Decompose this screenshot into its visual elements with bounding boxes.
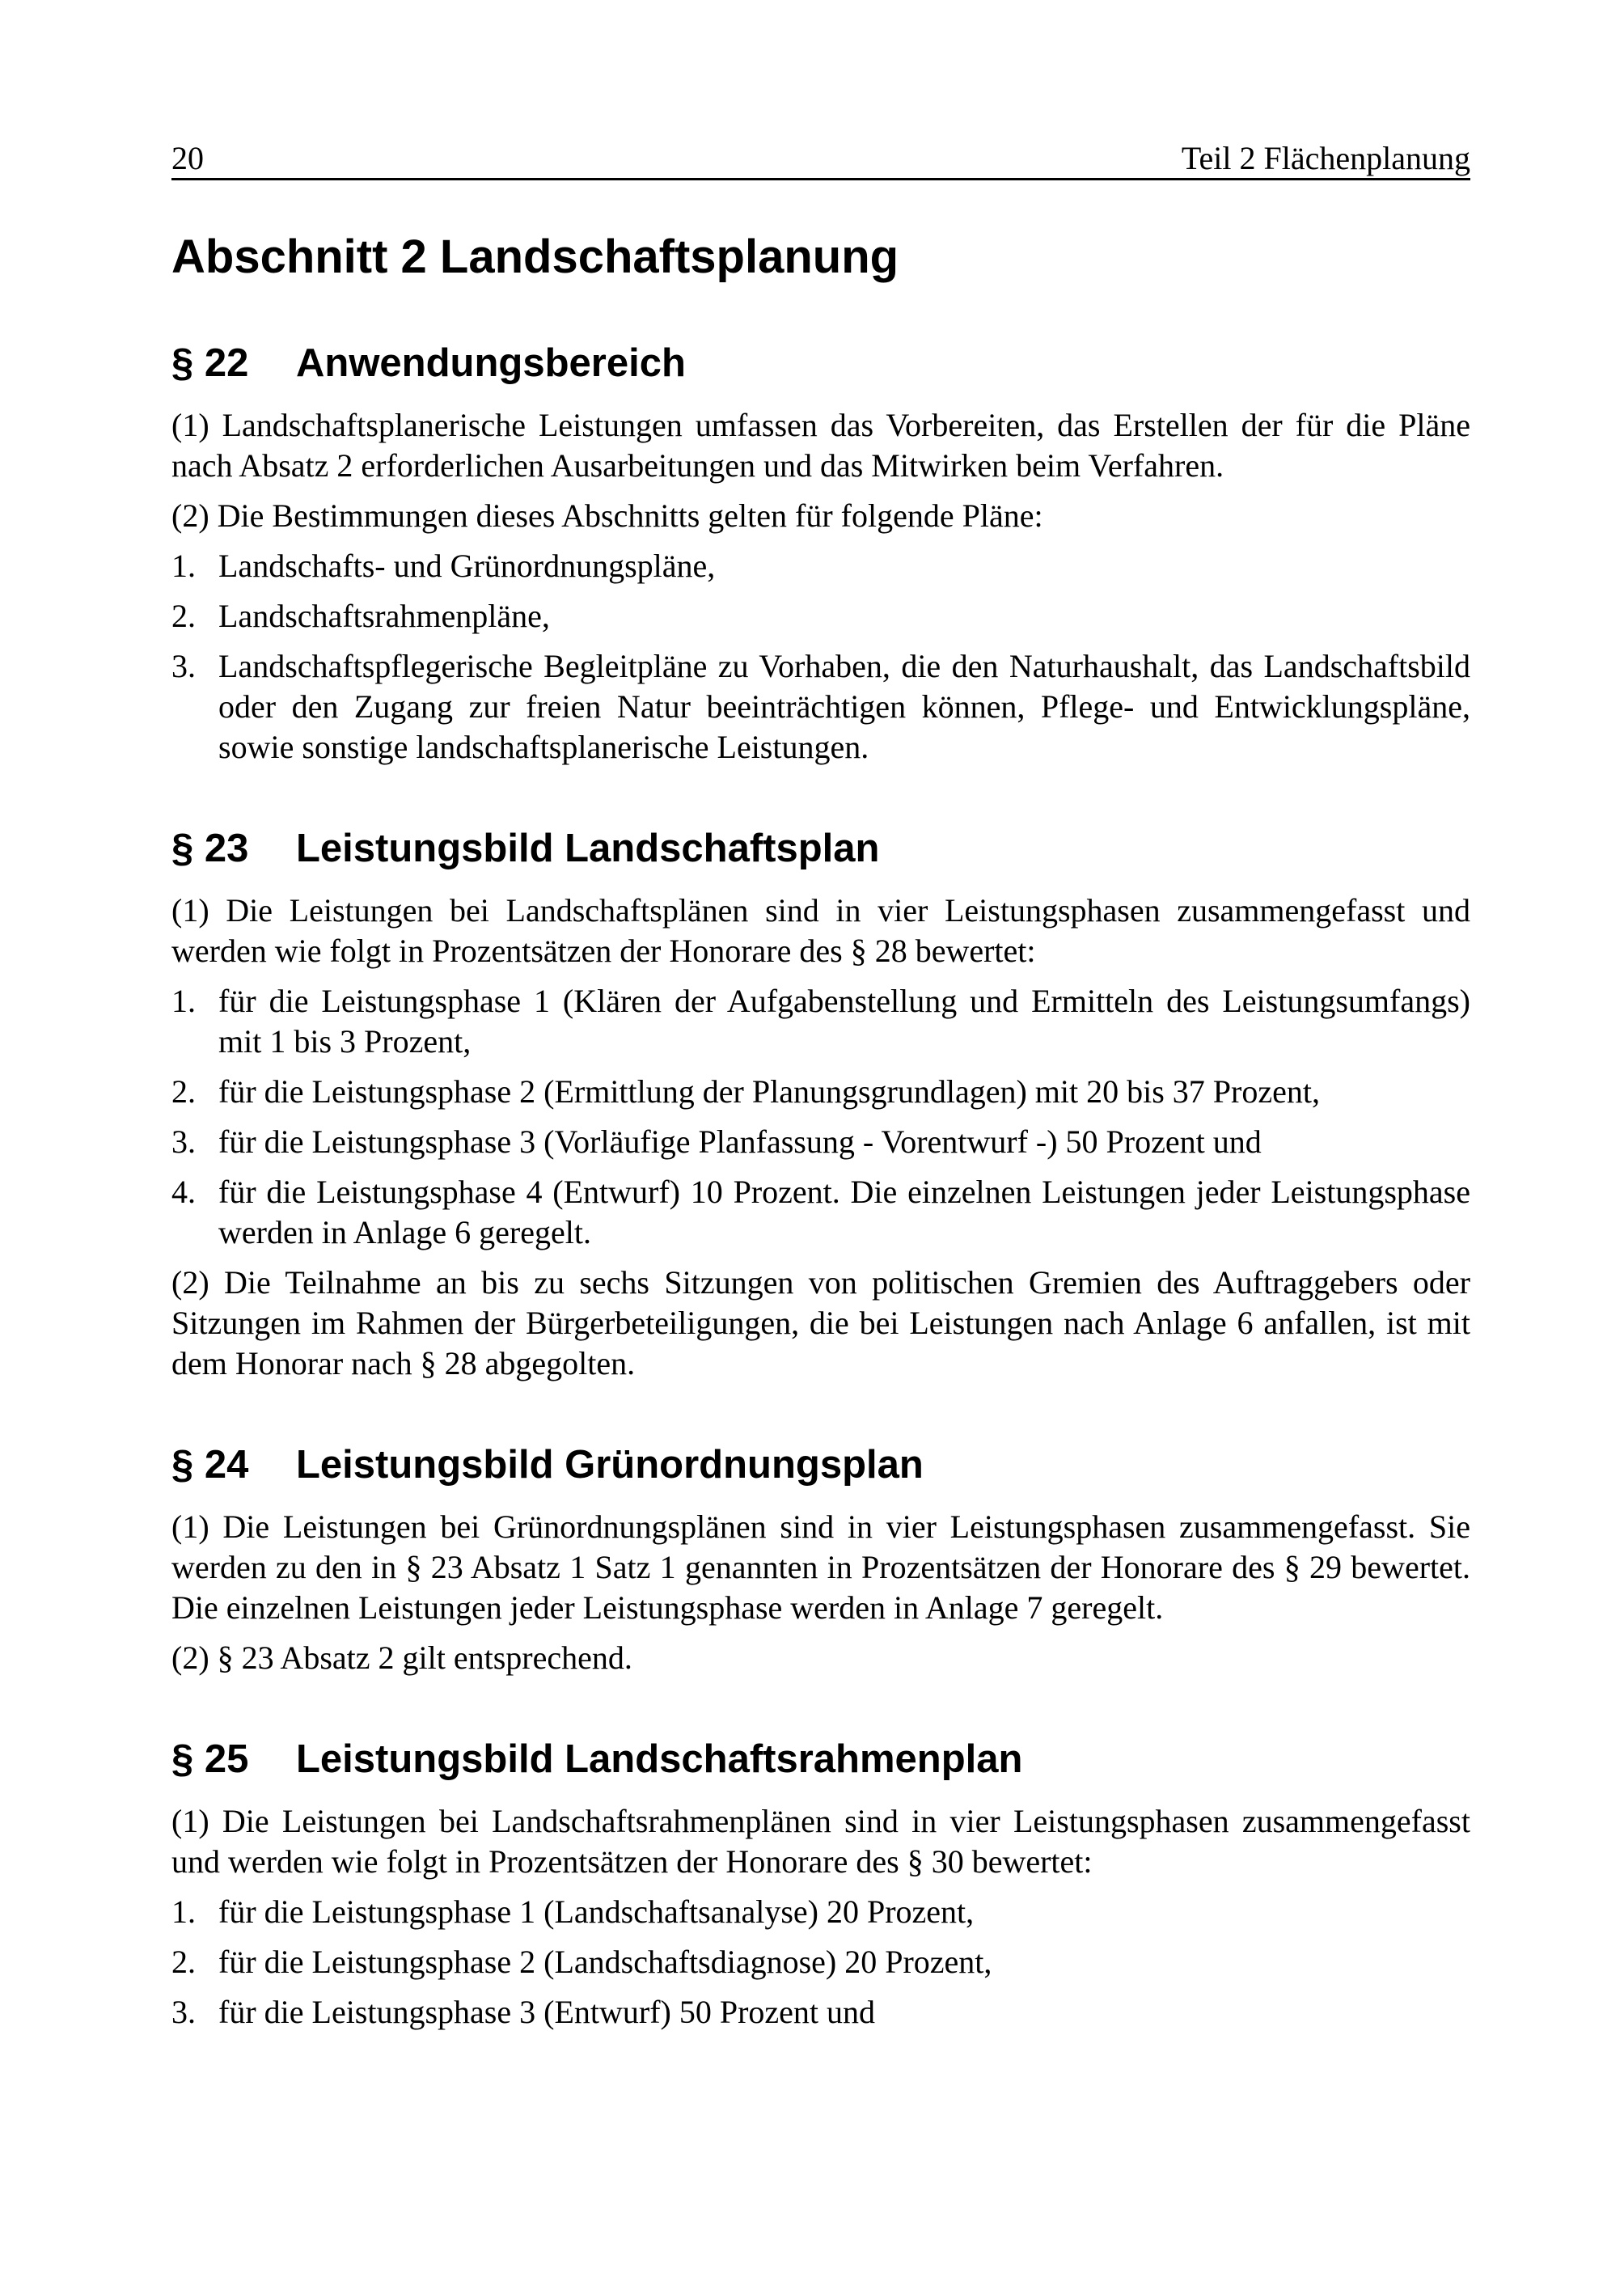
page-content bbox=[171, 136, 1470, 2042]
numbered-list bbox=[171, 546, 1470, 768]
paragraph-heading bbox=[171, 339, 1470, 387]
list-number: 1. bbox=[171, 983, 196, 1019]
body-text: (1) Die Leistungen bei Landschaftsplänen sind in vier Leistungsphasen zusammengefasst und werden wie folgt in Prozentsätzen der Honorare des § 28 bewertet: bbox=[171, 892, 1470, 969]
numbered-list bbox=[171, 981, 1470, 1253]
list-number: 1. bbox=[171, 548, 196, 584]
paragraph-23 bbox=[171, 824, 1470, 1384]
list-text: Landschaftsrahmenpläne, bbox=[218, 598, 550, 634]
list-text: für die Leistungsphase 1 (Landschaftsanalyse) 20 Prozent, bbox=[218, 1893, 975, 1930]
list-item bbox=[171, 1072, 1470, 1112]
body-text: (2) Die Bestimmungen dieses Abschnitts gelten für folgende Pläne: bbox=[171, 497, 1043, 534]
list-number: 2. bbox=[171, 1073, 196, 1110]
list-item bbox=[171, 596, 1470, 637]
paragraph-25 bbox=[171, 1735, 1470, 2033]
list-number: 2. bbox=[171, 598, 196, 634]
list-item bbox=[171, 546, 1470, 586]
paragraph-title: Leistungsbild Landschaftsplan bbox=[296, 827, 880, 870]
paragraph-heading bbox=[171, 1735, 1470, 1783]
paragraph-heading bbox=[171, 824, 1470, 873]
page-number: 20 bbox=[171, 140, 204, 176]
running-header bbox=[171, 136, 1470, 178]
paragraph-title: Leistungsbild Landschaftsrahmenplan bbox=[296, 1737, 1023, 1781]
paragraph-title: Anwendungsbereich bbox=[296, 341, 686, 385]
paragraph-sign: § 25 bbox=[171, 1737, 249, 1781]
body-text: (2) Die Teilnahme an bis zu sechs Sitzungen von politischen Gremien des Auftraggebers oder Sitzungen im Rahmen der Bürgerbeteiligungen, die bei Leistungen nach Anlage 6 anfallen, ist mit dem Honorar nach § 28 abgegolten. bbox=[171, 1264, 1470, 1381]
body-text: (1) Landschaftsplanerische Leistungen umfassen das Vorbereiten, das Erstellen der für die Pläne nach Absatz 2 erforderlichen Ausarbeitungen und das Mitwirken beim Verfahren. bbox=[171, 407, 1470, 484]
list-text: für die Leistungsphase 3 (Entwurf) 50 Prozent und bbox=[218, 1994, 876, 2030]
list-item bbox=[171, 1122, 1470, 1162]
body-text: (2) § 23 Absatz 2 gilt entsprechend. bbox=[171, 1639, 632, 1676]
paragraph-22 bbox=[171, 339, 1470, 768]
body-text: (1) Die Leistungen bei Landschaftsrahmenplänen sind in vier Leistungsphasen zusammengefasst und werden wie folgt in Prozentsätzen der Honorare des § 30 bewertet: bbox=[171, 1803, 1470, 1880]
list-item bbox=[171, 1942, 1470, 1982]
list-text: für die Leistungsphase 2 (Landschaftsdiagnose) 20 Prozent, bbox=[218, 1944, 992, 1980]
list-text: für die Leistungsphase 1 (Klären der Aufgabenstellung und Ermitteln des Leistungsumfangs) mit 1 bis 3 Prozent, bbox=[218, 983, 1470, 1060]
section-title: Abschnitt 2 Landschaftsplanung bbox=[171, 231, 899, 283]
list-item bbox=[171, 981, 1470, 1062]
list-number: 3. bbox=[171, 1123, 196, 1160]
list-number: 1. bbox=[171, 1893, 196, 1930]
list-text: für die Leistungsphase 2 (Ermittlung der Planungsgrundlagen) mit 20 bis 37 Prozent, bbox=[218, 1073, 1320, 1110]
numbered-list bbox=[171, 1892, 1470, 2033]
paragraph-sign: § 24 bbox=[171, 1443, 249, 1487]
list-item bbox=[171, 1992, 1470, 2033]
body-text: (1) Die Leistungen bei Grünordnungsplänen sind in vier Leistungsphasen zusammengefasst. Sie werden zu den in § 23 Absatz 1 Satz 1 genannten in Prozentsätzen der Honorare des § 29 bewertet. Die einzelnen Leistungen jeder Leistungsphase werden in Anlage 7 geregelt. bbox=[171, 1508, 1470, 1626]
list-item bbox=[171, 1892, 1470, 1932]
list-item bbox=[171, 1172, 1470, 1253]
list-text: für die Leistungsphase 4 (Entwurf) 10 Prozent. Die einzelnen Leistungen jeder Leistungsphase werden in Anlage 6 geregelt. bbox=[218, 1174, 1470, 1250]
list-text: Landschaftspflegerische Begleitpläne zu Vorhaben, die den Naturhaushalt, das Landschaftsbild oder den Zugang zur freien Natur beeinträchtigen können, Pflege- und Entwicklungspläne, sowie sonstige landschaftsplanerische Leistungen. bbox=[218, 648, 1470, 765]
list-number: 4. bbox=[171, 1174, 196, 1210]
list-number: 3. bbox=[171, 1994, 196, 2030]
list-text: für die Leistungsphase 3 (Vorläufige Planfassung - Vorentwurf -) 50 Prozent und bbox=[218, 1123, 1262, 1160]
paragraph-sign: § 23 bbox=[171, 827, 249, 870]
header-rule bbox=[171, 178, 1470, 180]
list-item bbox=[171, 646, 1470, 768]
paragraph-24 bbox=[171, 1441, 1470, 1678]
list-number: 2. bbox=[171, 1944, 196, 1980]
list-number: 3. bbox=[171, 648, 196, 684]
list-text: Landschafts- und Grünordnungspläne, bbox=[218, 548, 716, 584]
running-title: Teil 2 Flächenplanung bbox=[1181, 140, 1470, 176]
paragraph-title: Leistungsbild Grünordnungsplan bbox=[296, 1443, 924, 1487]
paragraph-sign: § 22 bbox=[171, 341, 249, 385]
paragraph-heading bbox=[171, 1441, 1470, 1489]
